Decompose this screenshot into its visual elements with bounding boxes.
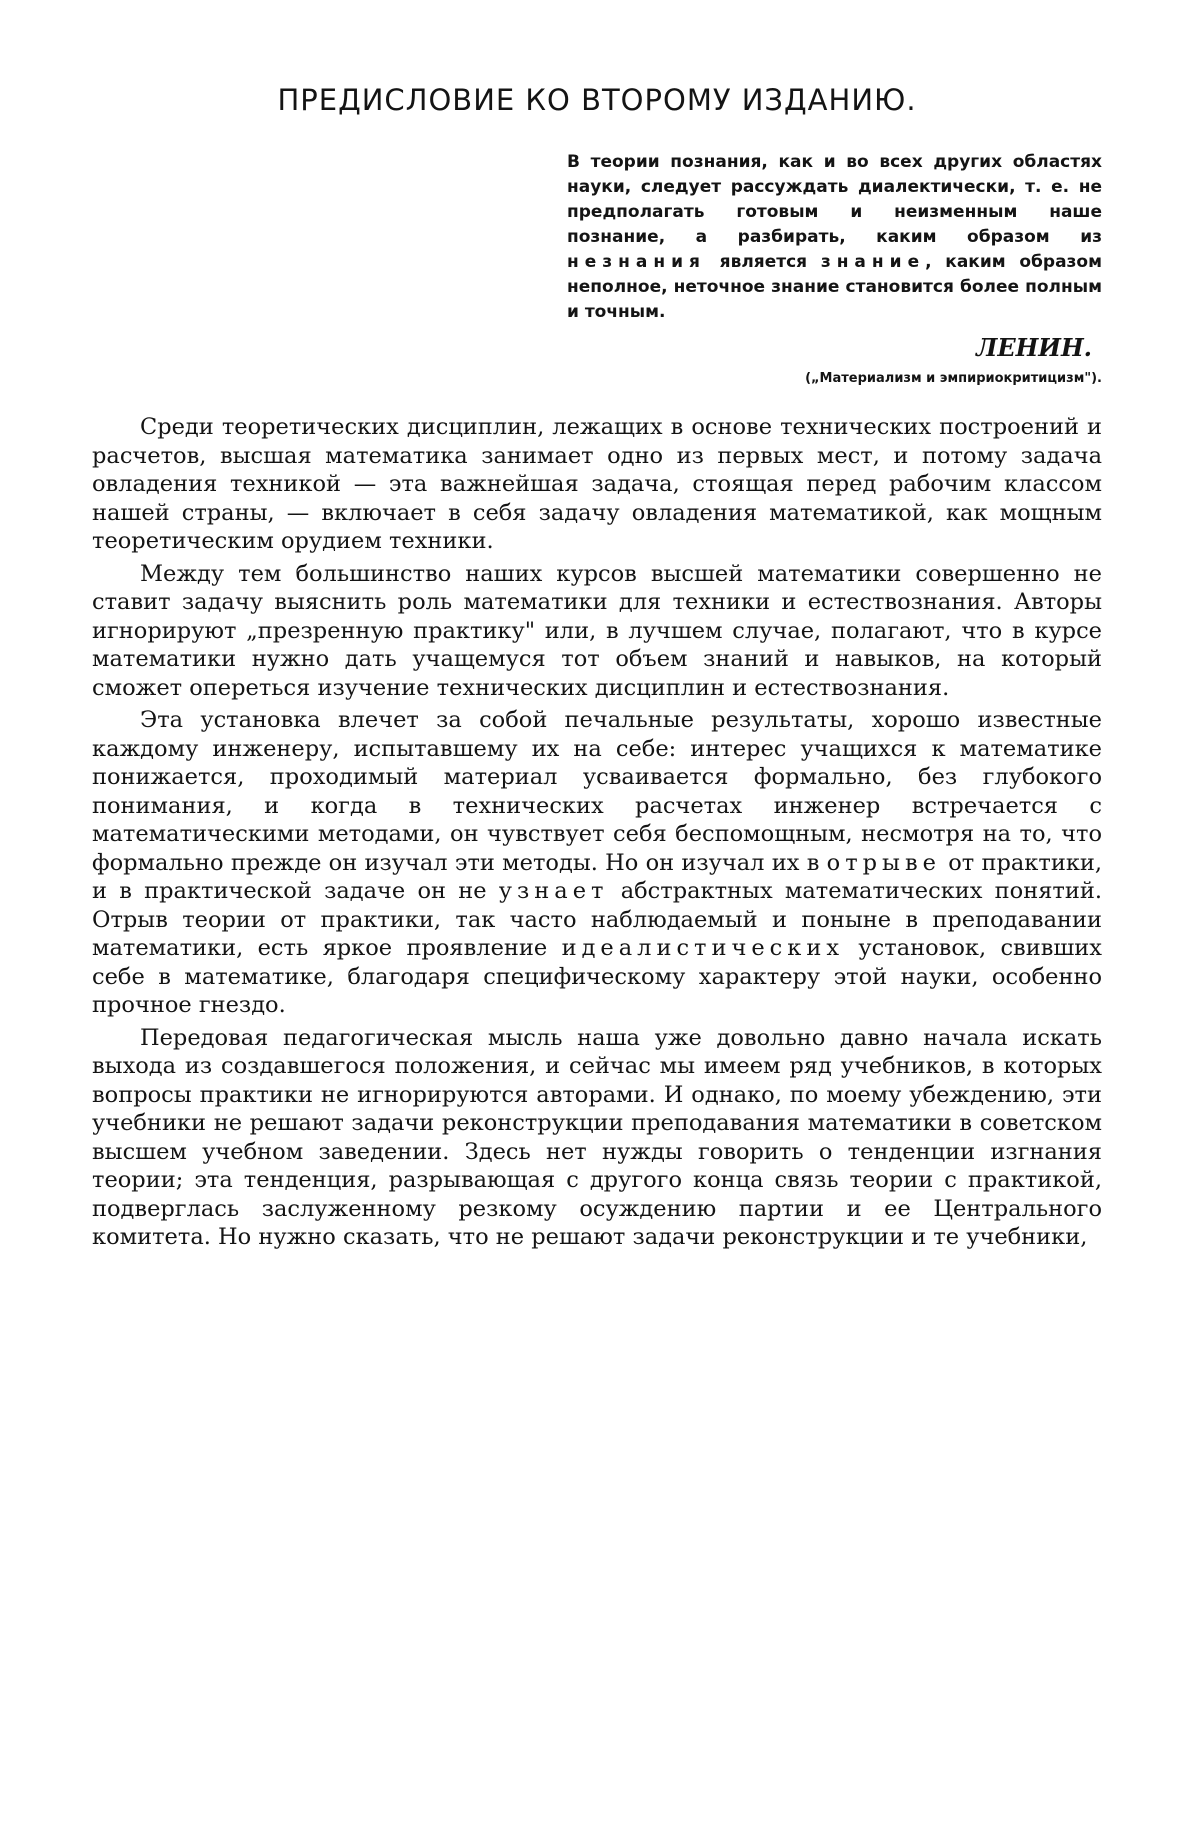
epigraph [567, 150, 1102, 389]
epigraph-part-1: В теории познания, как и во всех других областях науки, следует рассуждать диалектически, т. е. не предполагать готовым и неизменным наше познание, а разбирать, каким образом из [567, 152, 1102, 247]
epigraph-part-2: является [719, 252, 808, 272]
paragraph-3-part-3: абстрактных математических понятий. Отрыв теории от практики, так часто наблюдаемый и поныне в преподавании математики, есть яркое проявление [92, 878, 1103, 961]
paragraph-3-part-4: установок, свивших себе в математике, благодаря специфическому характеру этой науки, особенно прочное гнездо. [92, 935, 1102, 1018]
paragraph-2: Между тем большинство наших курсов высшей математики совершенно не ставит задачу выяснить роль математики для техники и естествознания. Авторы игнорируют „презренную практику" или, в лучшем случае, полагают, что в курсе математики нужно дать учащемуся тот объем знаний и навыков, на который сможет опереться изучение технических дисциплин и естествознания. [92, 560, 1102, 701]
book-page [92, 80, 1102, 1256]
epigraph-part-3: , каким образом неполное, неточное знание становится более полным и точным. [567, 252, 1102, 322]
paragraph-3-part-1: Эта установка влечет за собой печальные результаты, хорошо известные каждому инженеру, испытавшему их на себе: интерес учащихся к математике понижается, проходимый материал усваивается формально, без глубокого понимания, и когда в технических расчетах инженер встречается с математическими методами, он чувствует себя беспомощным, несмотря на то, что формально прежде он изучал эти методы. Но он изучал их в [92, 707, 1102, 876]
paragraph-3-emphasis-1: отрыве [826, 849, 941, 876]
paragraph-4: Передовая педагогическая мысль наша уже довольно давно начала искать выхода из создавшегося положения, и сейчас мы имеем ряд учебников, в которых вопросы практики не игнорируются авторами. И однако, по моему убеждению, эти учебники не решают задачи реконструкции преподавания математики в советском высшем учебном заведении. Здесь нет нужды говорить о тенденции изгнания теории; эта тенденция, разрывающая с другого конца связь теории с практикой, подверглась заслуженному резкому осуждению партии и ее Центрального комитета. Но нужно сказать, что не решают задачи реконструкции и те учебники, [92, 1024, 1102, 1250]
paragraph-3-emphasis-2: узнает [498, 878, 609, 904]
body-text [92, 413, 1102, 1252]
paragraph-3-emphasis-3: идеалистических [561, 935, 845, 961]
paragraph-1: Среди теоретических дисциплин, лежащих в основе технических построений и расчетов, высшая математика занимает одно из первых мест, и потому задача овладения техникой — эта важнейшая задача, стоящая перед рабочим классом нашей страны, — включает в себя задачу овладения математикой, как мощным теоретическим орудием техники. [92, 414, 1102, 554]
paragraph-3-part-2: от практики, и в практической задаче он не [92, 849, 1103, 904]
epigraph-emphasis-1: незнания [567, 252, 706, 272]
page-title: ПРЕДИСЛОВИЕ КО ВТОРОМУ ИЗДАНИЮ. [277, 83, 917, 117]
epigraph-emphasis-2: знание [820, 252, 926, 272]
epigraph-source: („Материализм и эмпириокритицизм"). [805, 371, 1102, 386]
epigraph-author: ЛЕНИН. [976, 333, 1092, 362]
epigraph-text [567, 150, 1102, 325]
paragraph-3 [92, 706, 1102, 1020]
